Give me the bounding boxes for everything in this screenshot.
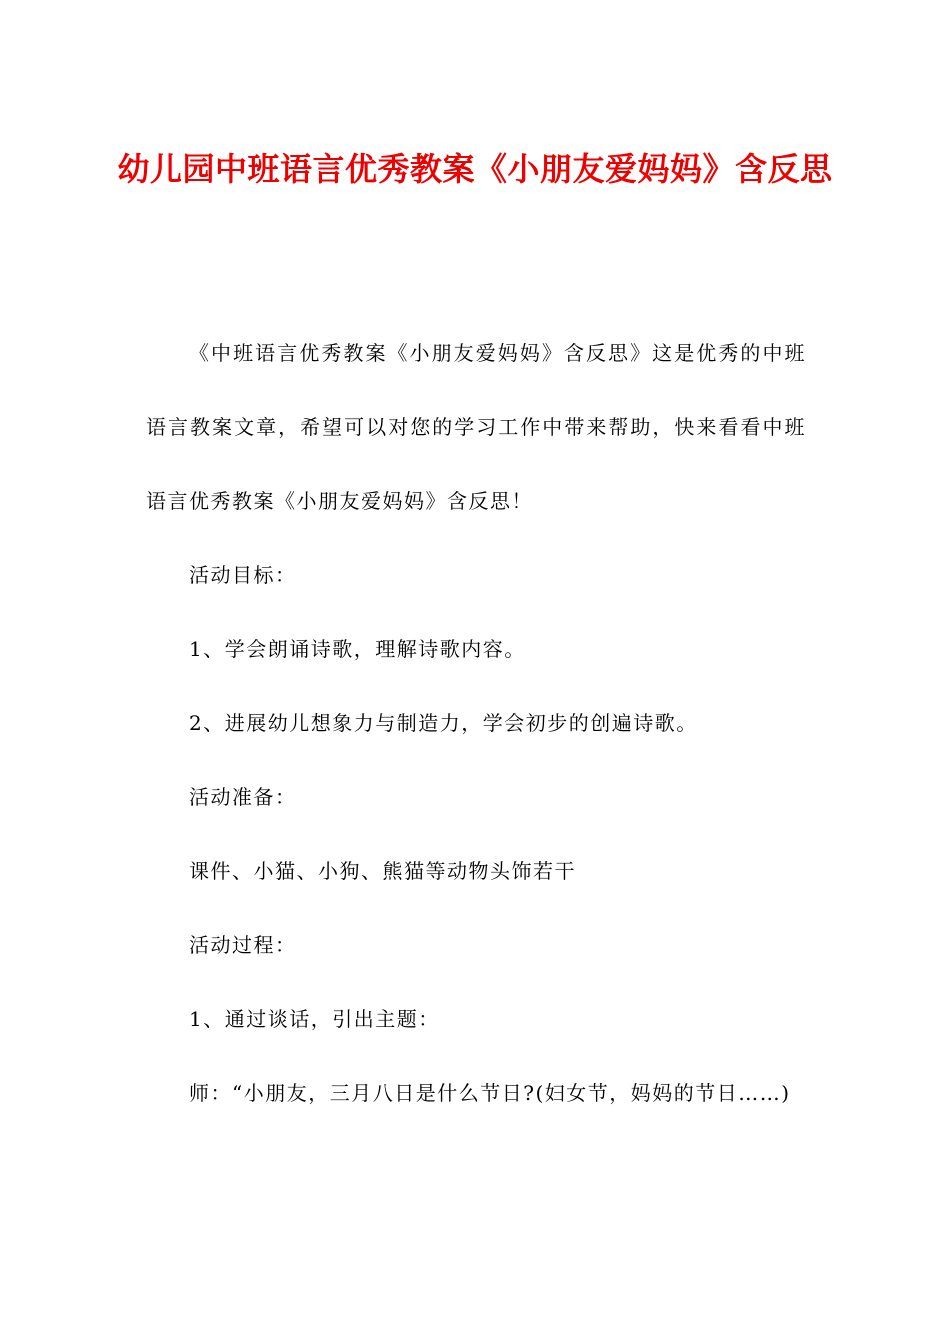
goal-item-1: 1、学会朗诵诗歌，理解诗歌内容。 — [189, 637, 526, 661]
prep-items: 课件、小猫、小狗、熊猫等动物头饰若干 — [189, 859, 576, 883]
teacher-dialogue: 师：“小朋友，三月八日是什么节日?(妇女节，妈妈的节日……) — [189, 1081, 791, 1105]
intro-paragraph: 《中班语言优秀教案《小朋友爱妈妈》含反思》这是优秀的中班语言教案文章，希望可以对您的学习工作中带来帮助，快来看看中班语言优秀教案《小朋友爱妈妈》含反思！ — [146, 341, 806, 513]
goals-heading: 活动目标： — [189, 563, 297, 587]
process-heading: 活动过程： — [189, 933, 297, 957]
document-title: 幼儿园中班语言优秀教案《小朋友爱妈妈》含反思 — [117, 150, 833, 188]
prep-heading: 活动准备： — [189, 785, 297, 809]
process-step-1: 1、通过谈话，引出主题： — [189, 1007, 440, 1031]
goal-item-2: 2、进展幼儿想象力与制造力，学会初步的创遍诗歌。 — [189, 711, 698, 735]
